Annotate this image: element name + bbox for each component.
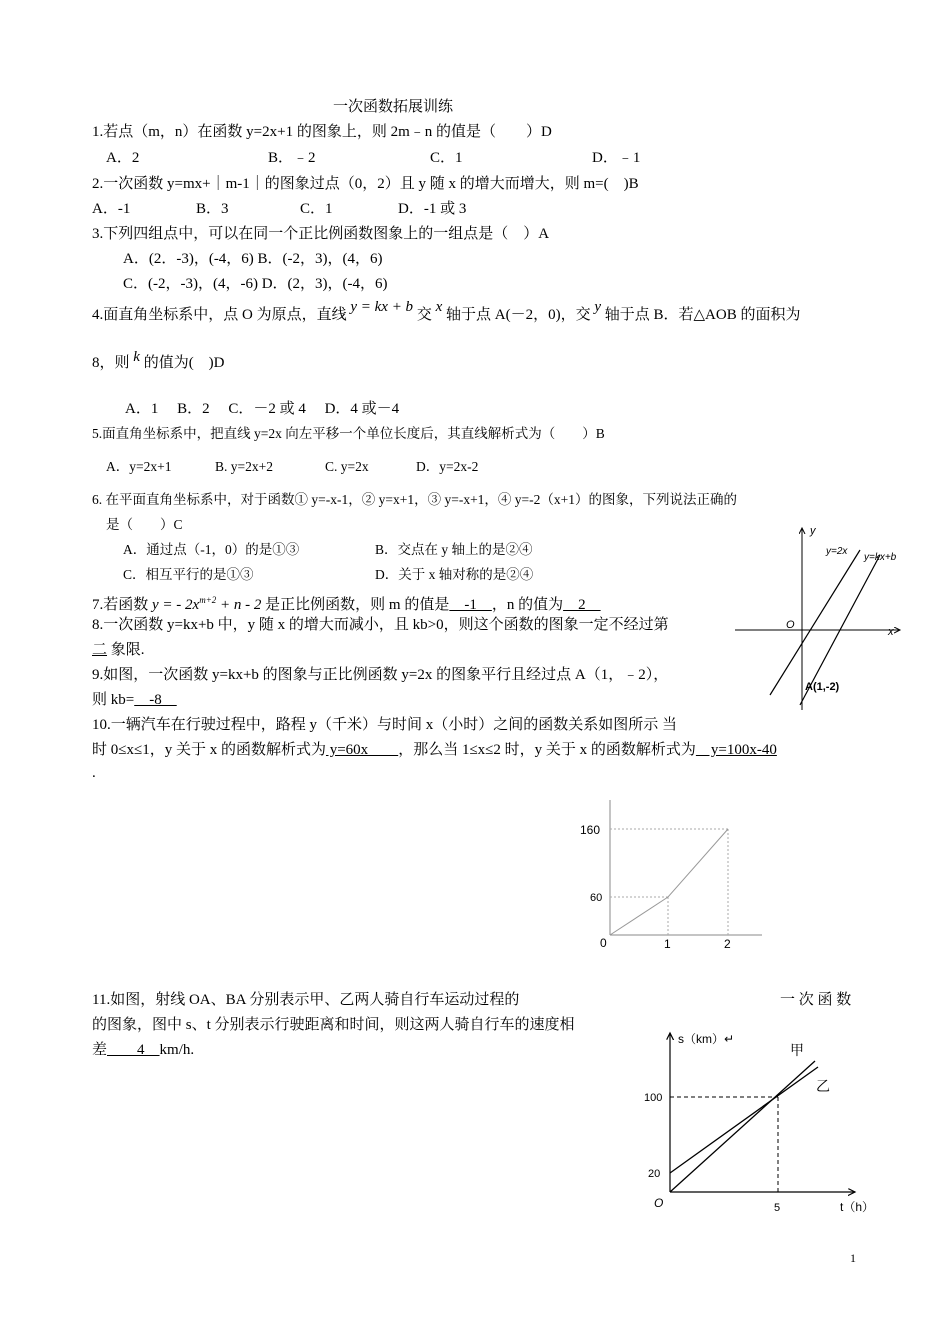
origin-label: O bbox=[786, 619, 795, 631]
q11-unit: km/h. bbox=[159, 1042, 195, 1058]
question-4-line1 bbox=[92, 299, 801, 325]
figure-parallel-lines bbox=[730, 520, 910, 715]
q11-answer: 4 bbox=[107, 1042, 160, 1058]
q11-prompt: 差 bbox=[92, 1042, 108, 1058]
line-yi bbox=[670, 1067, 818, 1173]
q7-text-3: ，n 的值为 bbox=[491, 597, 564, 613]
q4-text-2: 交 bbox=[416, 307, 432, 323]
tick-100: 100 bbox=[644, 1092, 663, 1104]
q3-options-ab: A．(2．-3)，(-4，6) B．(-2，3)，(4，6) bbox=[123, 251, 383, 267]
tick-5: 5 bbox=[774, 1202, 781, 1214]
q10-period: . bbox=[92, 765, 96, 781]
q4-options: A．1 B．2 C．－2 或 4 D．4 或－4 bbox=[125, 401, 400, 417]
line-y-2x bbox=[770, 550, 860, 695]
q3-options-cd: C．(-2，-3)，(4，-6) D．(2，3)，(-4，6) bbox=[123, 276, 388, 292]
question-6-stem: 6. 在平面直角坐标系中，对于函数① y=-x-1，② y=x+1，③ y=-x+1，④ y=-2（x+1）的图象，下列说法正确的 bbox=[92, 492, 738, 507]
tick-160: 160 bbox=[580, 823, 601, 837]
q4-text-1: 4.面直角坐标系中，点 O 为原点，直线 bbox=[92, 307, 347, 323]
q1-option-d: D．﹣1 bbox=[592, 150, 641, 166]
question-1-stem: 1.若点（m，n）在函数 y=2x+1 的图象上，则 2m﹣n 的值是（ ）D bbox=[92, 124, 552, 140]
q4-text-6: 的值为( )D bbox=[143, 355, 225, 371]
question-4-line2 bbox=[92, 349, 225, 373]
q7-answer-n: 2 bbox=[563, 597, 601, 613]
q9-prompt: 则 kb= bbox=[92, 692, 135, 708]
q10-answer-2: y=100x-40 bbox=[695, 742, 777, 758]
q7-text-1: 7.若函数 bbox=[92, 597, 149, 613]
tick-60: 60 bbox=[590, 892, 603, 904]
question-7 bbox=[92, 590, 601, 615]
q5-option-d: D．y=2x-2 bbox=[416, 459, 479, 474]
question-10-line2 bbox=[92, 740, 777, 760]
q5-option-a: A．y=2x+1 bbox=[106, 459, 172, 474]
q6-option-c: C．相互平行的是①③ bbox=[123, 567, 254, 582]
question-5-stem: 5.面直角坐标系中，把直线 y=2x 向左平移一个单位长度后，其直线解析式为（ ）B bbox=[92, 426, 605, 441]
q4-equation: y = kx + b bbox=[350, 299, 414, 315]
distance-line bbox=[610, 829, 728, 935]
tick-1: 1 bbox=[664, 937, 671, 951]
q6-option-d: D．关于 x 轴对称的是②④ bbox=[375, 567, 534, 582]
tick-20: 20 bbox=[648, 1168, 661, 1180]
question-11-line3 bbox=[92, 1040, 194, 1060]
question-10-stem: 10.一辆汽车在行驶过程中，路程 y（千米）与时间 x（小时）之间的函数关系如图所示 当 bbox=[92, 717, 678, 733]
q6-option-b: B．交点在 y 轴上的是②④ bbox=[375, 542, 533, 557]
q4-text-4: 轴于点 B．若△AOB 的面积为 bbox=[604, 307, 801, 323]
q4-text-5: 8，则 bbox=[92, 355, 130, 371]
q2-option-a: A．-1 bbox=[92, 201, 131, 217]
s-axis-label: s（km）↵ bbox=[678, 1032, 735, 1046]
q4-x-var: x bbox=[435, 299, 443, 315]
figure-distance-time bbox=[580, 795, 770, 955]
q2-option-d: D．-1 或 3 bbox=[398, 201, 467, 217]
point-a-label: A(1,-2) bbox=[805, 681, 840, 693]
q7-formula-2: + n - 2 bbox=[220, 597, 262, 613]
q2-option-b: B．3 bbox=[196, 201, 229, 217]
q7-answer-m: -1 bbox=[449, 597, 492, 613]
t-axis-label: t（h） bbox=[840, 1200, 875, 1214]
question-9-line2 bbox=[92, 690, 177, 710]
q5-option-b: B. y=2x+2 bbox=[215, 459, 273, 474]
question-9-stem: 9.如图，一次函数 y=kx+b 的图象与正比例函数 y=2x 的图象平行且经过点 A（1，﹣2）， bbox=[92, 667, 669, 683]
q5-option-c: C. y=2x bbox=[325, 459, 369, 474]
q7-text-2: 是正比例函数，则 m 的值是 bbox=[265, 597, 450, 613]
page-title: 一次函数拓展训练 bbox=[333, 99, 454, 115]
q1-option-a: A．2 bbox=[106, 150, 140, 166]
q10-text-2: ，那么当 1≤x≤2 时，y 关于 x 的函数解析式为 bbox=[398, 742, 696, 758]
origin-label: O bbox=[654, 1196, 664, 1210]
q8-tail: 象限. bbox=[110, 642, 145, 658]
q6-option-a: A．通过点（-1，0）的是①③ bbox=[123, 542, 300, 557]
label-y-kx-b: y=kx+b bbox=[864, 552, 897, 563]
q10-text-1: 时 0≤x≤1，y 关于 x 的函数解析式为 bbox=[92, 742, 326, 758]
q11-right-text: 一 次 函 数 bbox=[780, 992, 852, 1008]
label-y-2x: y=2x bbox=[826, 546, 848, 557]
question-11-stem: 11.如图，射线 OA、BA 分别表示甲、乙两人骑自行车运动过程的 bbox=[92, 992, 520, 1008]
q1-option-c: C．1 bbox=[430, 150, 463, 166]
question-8-line2 bbox=[92, 640, 145, 660]
question-2-stem: 2.一次函数 y=mx+｜m-1｜的图象过点（0，2）且 y 随 x 的增大而增大，则 m=( )B bbox=[92, 176, 639, 192]
q10-answer-1: y=60x bbox=[325, 742, 399, 758]
q9-answer: -8 bbox=[134, 692, 177, 708]
page-number: 1 bbox=[850, 1251, 856, 1265]
line-jia bbox=[670, 1061, 815, 1192]
label-jia: 甲 bbox=[790, 1042, 804, 1058]
q4-text-3: 轴于点 A(－2，0)，交 bbox=[446, 307, 591, 323]
q2-option-c: C．1 bbox=[300, 201, 333, 217]
question-6-stem-2: 是（ ）C bbox=[106, 517, 183, 532]
question-8-stem: 8.一次函数 y=kx+b 中，y 随 x 的增大而减小，且 kb>0，则这个函数的图象一定不经过第 bbox=[92, 617, 669, 633]
label-yi: 乙 bbox=[816, 1078, 830, 1094]
q8-answer: 二 bbox=[92, 642, 108, 658]
q7-exponent: m+2 bbox=[199, 595, 217, 605]
x-axis-label: x bbox=[888, 626, 894, 638]
y-axis-label: y bbox=[810, 525, 816, 537]
q4-y-var: y bbox=[594, 299, 601, 315]
figure-bicycles bbox=[640, 1025, 890, 1220]
question-11-line2: 的图象，图中 s、t 分别表示行驶距离和时间，则这两人骑自行车的速度相 bbox=[92, 1017, 575, 1033]
tick-2: 2 bbox=[724, 937, 731, 951]
q4-k-var: k bbox=[133, 349, 140, 365]
q1-option-b: B．﹣2 bbox=[268, 150, 316, 166]
tick-0: 0 bbox=[600, 936, 607, 950]
q7-formula: y = - 2x bbox=[152, 597, 200, 613]
question-3-stem: 3.下列四组点中，可以在同一个正比例函数图象上的一组点是（ ）A bbox=[92, 226, 550, 242]
